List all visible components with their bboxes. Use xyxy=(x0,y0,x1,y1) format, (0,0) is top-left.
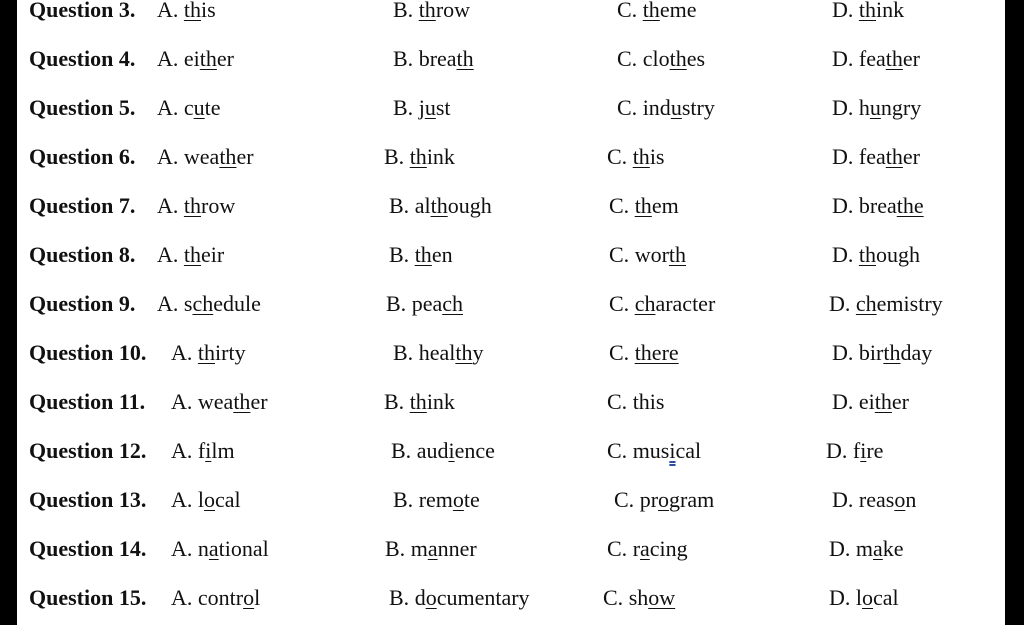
underlined-sound: u xyxy=(424,95,436,120)
word-suffix: ke xyxy=(882,536,904,561)
option-b xyxy=(386,289,463,319)
option-letter: A. xyxy=(157,291,184,316)
option-letter: A. xyxy=(157,0,184,22)
word-suffix: ence xyxy=(454,438,495,463)
option-c xyxy=(614,485,714,515)
question-row xyxy=(17,289,1005,338)
question-row xyxy=(17,44,1005,93)
option-d xyxy=(832,93,921,123)
word-suffix: eir xyxy=(201,242,225,267)
option-letter: B. xyxy=(393,0,419,22)
word-prefix: h xyxy=(858,95,870,120)
option-b xyxy=(389,191,492,221)
option-c xyxy=(609,338,679,368)
word-suffix: em xyxy=(651,193,679,218)
worksheet-page xyxy=(17,0,1005,625)
option-letter: D. xyxy=(832,95,859,120)
option-letter: B. xyxy=(385,536,411,561)
option-c xyxy=(617,44,705,74)
word-prefix: d xyxy=(414,585,426,610)
option-letter: D. xyxy=(829,536,856,561)
word-suffix: eme xyxy=(659,0,697,22)
word-prefix: bir xyxy=(858,340,884,365)
option-d xyxy=(832,240,920,270)
underlined-sound: th xyxy=(183,242,202,267)
underlined-sound: i xyxy=(448,438,455,463)
option-letter: B. xyxy=(384,389,410,414)
option-c xyxy=(617,0,696,25)
option-letter: A. xyxy=(157,144,184,169)
option-letter: A. xyxy=(157,242,184,267)
underlined-sound: th xyxy=(183,0,202,22)
option-letter: B. xyxy=(393,487,419,512)
word-prefix: n xyxy=(197,536,209,561)
underlined-sound: ch xyxy=(442,291,463,316)
underlined-sound: th xyxy=(634,193,652,218)
word-suffix: er xyxy=(216,46,234,71)
word-prefix: ei xyxy=(183,46,200,71)
word-prefix: pr xyxy=(639,487,659,512)
word-prefix: this xyxy=(632,389,665,414)
underlined-sound: th xyxy=(632,144,650,169)
underlined-sound: th xyxy=(885,144,903,169)
option-letter: A. xyxy=(157,95,184,120)
option-d xyxy=(829,583,899,613)
underlined-sound: o xyxy=(204,487,216,512)
option-letter: A. xyxy=(171,438,198,463)
word-prefix: fea xyxy=(858,46,886,71)
word-prefix: l xyxy=(855,585,863,610)
option-letter: D. xyxy=(826,438,853,463)
option-b xyxy=(393,0,470,25)
question-row xyxy=(17,142,1005,191)
option-b xyxy=(389,240,453,270)
option-letter: B. xyxy=(386,291,412,316)
word-suffix: is xyxy=(201,0,216,22)
option-d xyxy=(829,289,943,319)
option-b xyxy=(385,534,477,564)
option-b xyxy=(393,485,480,515)
underlined-sound: a xyxy=(873,536,883,561)
option-letter: C. xyxy=(609,340,635,365)
option-a xyxy=(157,44,234,74)
question-row xyxy=(17,338,1005,387)
option-letter: C. xyxy=(607,536,633,561)
option-d xyxy=(832,387,909,417)
word-suffix: nner xyxy=(437,536,477,561)
question-label: Question 5. xyxy=(29,95,136,120)
option-letter: B. xyxy=(393,46,419,71)
question-row xyxy=(17,436,1005,485)
option-d xyxy=(832,0,904,25)
underlined-sound: th xyxy=(409,144,427,169)
option-letter: C. xyxy=(603,585,629,610)
word-prefix: m xyxy=(855,536,874,561)
question-label: Question 14. xyxy=(29,536,147,561)
option-d xyxy=(832,44,920,74)
word-suffix: cal xyxy=(873,585,899,610)
option-c xyxy=(607,534,688,564)
word-prefix: wea xyxy=(183,144,220,169)
underlined-sound: th xyxy=(183,193,202,218)
question-label: Question 15. xyxy=(29,585,147,610)
option-letter: C. xyxy=(614,487,640,512)
underlined-sound: o xyxy=(862,585,874,610)
word-prefix: brea xyxy=(418,46,457,71)
word-prefix: aud xyxy=(416,438,449,463)
option-a xyxy=(157,142,254,172)
option-d xyxy=(829,534,904,564)
underlined-sound: o xyxy=(425,585,437,610)
question-label: Question 3. xyxy=(29,0,136,22)
question-row xyxy=(17,93,1005,142)
option-d xyxy=(832,485,916,515)
word-prefix: heal xyxy=(418,340,456,365)
word-prefix: pea xyxy=(411,291,443,316)
underlined-sound: u xyxy=(670,95,682,120)
option-letter: C. xyxy=(609,193,635,218)
option-a xyxy=(157,0,216,25)
underlined-sound: u xyxy=(193,95,205,120)
word-prefix: fea xyxy=(858,144,886,169)
word-suffix: st xyxy=(435,95,451,120)
word-suffix: row xyxy=(435,0,471,22)
option-letter: B. xyxy=(384,144,410,169)
underlined-sound: ow xyxy=(648,585,676,610)
word-suffix: lm xyxy=(211,438,235,463)
word-suffix: stry xyxy=(681,95,715,120)
option-b xyxy=(384,142,455,172)
option-a xyxy=(171,338,246,368)
option-letter: C. xyxy=(607,389,633,414)
word-prefix: m xyxy=(410,536,428,561)
question-label: Question 7. xyxy=(29,193,136,218)
option-letter: C. xyxy=(609,242,635,267)
word-suffix: te xyxy=(204,95,221,120)
option-letter: A. xyxy=(157,46,184,71)
option-letter: D. xyxy=(832,487,859,512)
option-a xyxy=(171,485,241,515)
underlined-sound: th xyxy=(430,193,448,218)
underlined-sound: o xyxy=(658,487,670,512)
option-b xyxy=(391,436,495,466)
option-c xyxy=(607,387,664,417)
option-letter: D. xyxy=(832,242,859,267)
word-suffix: row xyxy=(201,193,236,218)
option-letter: C. xyxy=(607,438,633,463)
underlined-sound: th xyxy=(233,389,251,414)
underlined-sound: th xyxy=(418,0,436,22)
option-letter: D. xyxy=(829,585,856,610)
option-c xyxy=(609,240,686,270)
word-suffix: ough xyxy=(876,242,921,267)
word-suffix: is xyxy=(649,144,665,169)
option-letter: A. xyxy=(171,340,198,365)
word-prefix: j xyxy=(418,95,425,120)
option-d xyxy=(826,436,883,466)
underlined-sound: i xyxy=(205,438,212,463)
option-c xyxy=(607,436,701,466)
option-letter: A. xyxy=(171,536,198,561)
word-prefix: ei xyxy=(858,389,875,414)
question-row xyxy=(17,485,1005,534)
word-suffix: cal xyxy=(215,487,241,512)
word-prefix: mus xyxy=(632,438,670,463)
option-letter: C. xyxy=(617,0,643,22)
word-prefix: f xyxy=(197,438,206,463)
question-row xyxy=(17,583,1005,625)
option-letter: B. xyxy=(393,340,419,365)
option-letter: B. xyxy=(389,585,415,610)
word-suffix: emistry xyxy=(876,291,943,316)
option-a xyxy=(171,436,235,466)
word-suffix: er xyxy=(236,144,254,169)
underlined-sound: th xyxy=(642,0,660,22)
underlined-sound: i xyxy=(669,438,676,463)
question-label: Question 8. xyxy=(29,242,136,267)
word-prefix: ind xyxy=(642,95,671,120)
word-suffix: te xyxy=(463,487,480,512)
option-letter: D. xyxy=(832,389,859,414)
underlined-sound: ch xyxy=(634,291,656,316)
option-letter: D. xyxy=(832,46,859,71)
word-prefix: contr xyxy=(197,585,244,610)
word-suffix: cal xyxy=(675,438,702,463)
underlined-sound: th xyxy=(456,46,474,71)
word-prefix: f xyxy=(852,438,861,463)
word-suffix: er xyxy=(891,389,909,414)
word-suffix: es xyxy=(686,46,706,71)
underlined-sound: th xyxy=(199,46,217,71)
word-suffix: en xyxy=(431,242,453,267)
option-a xyxy=(171,534,269,564)
underlined-sound: o xyxy=(452,487,464,512)
word-suffix: gram xyxy=(669,487,715,512)
underlined-sound: there xyxy=(634,340,679,365)
option-letter: B. xyxy=(393,95,419,120)
question-label: Question 10. xyxy=(29,340,147,365)
word-suffix: tional xyxy=(218,536,269,561)
option-letter: C. xyxy=(609,291,635,316)
underlined-sound: o xyxy=(894,487,906,512)
word-suffix: cumentary xyxy=(436,585,530,610)
question-label: Question 13. xyxy=(29,487,147,512)
option-letter: C. xyxy=(607,144,633,169)
option-letter: C. xyxy=(617,46,643,71)
option-b xyxy=(393,338,483,368)
question-label: Question 11. xyxy=(29,389,146,414)
underlined-sound: th xyxy=(874,389,892,414)
option-b xyxy=(384,387,455,417)
word-suffix: er xyxy=(250,389,268,414)
option-a xyxy=(157,240,224,270)
word-suffix: y xyxy=(472,340,484,365)
question-label: Question 6. xyxy=(29,144,136,169)
word-suffix: re xyxy=(866,438,884,463)
word-prefix: l xyxy=(197,487,205,512)
question-row xyxy=(17,191,1005,240)
underlined-sound: a xyxy=(427,536,438,561)
question-row xyxy=(17,240,1005,289)
option-letter: C. xyxy=(617,95,643,120)
word-suffix: n xyxy=(905,487,917,512)
underlined-sound: i xyxy=(860,438,867,463)
option-d xyxy=(832,338,932,368)
underlined-sound: th xyxy=(668,242,687,267)
word-suffix: day xyxy=(900,340,933,365)
option-letter: B. xyxy=(389,242,415,267)
word-suffix: er xyxy=(902,144,920,169)
question-row xyxy=(17,534,1005,583)
word-prefix: rem xyxy=(418,487,453,512)
underlined-sound: a xyxy=(208,536,219,561)
word-suffix: ink xyxy=(426,389,455,414)
underlined-sound: th xyxy=(885,46,903,71)
option-c xyxy=(617,93,715,123)
underlined-sound: th xyxy=(219,144,237,169)
option-letter: D. xyxy=(832,193,859,218)
word-suffix: cing xyxy=(649,536,688,561)
word-prefix: clo xyxy=(642,46,670,71)
word-suffix: irty xyxy=(215,340,246,365)
underlined-sound: th xyxy=(858,0,877,22)
underlined-sound: u xyxy=(869,95,881,120)
option-letter: A. xyxy=(157,193,184,218)
underlined-sound: th xyxy=(414,242,432,267)
option-d xyxy=(832,142,920,172)
option-letter: D. xyxy=(832,340,859,365)
word-prefix: c xyxy=(183,95,194,120)
underlined-sound: th xyxy=(197,340,216,365)
option-a xyxy=(157,93,221,123)
question-label: Question 12. xyxy=(29,438,147,463)
word-prefix: wor xyxy=(634,242,669,267)
word-prefix: brea xyxy=(858,193,897,218)
word-prefix: reas xyxy=(858,487,895,512)
option-a xyxy=(157,191,235,221)
option-a xyxy=(171,387,268,417)
word-prefix: sh xyxy=(628,585,649,610)
word-prefix: s xyxy=(183,291,193,316)
underlined-sound: ch xyxy=(192,291,214,316)
underlined-sound: ch xyxy=(855,291,877,316)
option-letter: B. xyxy=(391,438,417,463)
underlined-sound: th xyxy=(858,242,877,267)
word-prefix: al xyxy=(414,193,431,218)
word-suffix: ink xyxy=(426,144,455,169)
word-suffix: ngry xyxy=(880,95,922,120)
option-letter: B. xyxy=(389,193,415,218)
option-a xyxy=(171,583,260,613)
underlined-sound: the xyxy=(896,193,924,218)
underlined-sound: th xyxy=(883,340,901,365)
option-a xyxy=(157,289,261,319)
option-letter: A. xyxy=(171,389,198,414)
underlined-sound: th xyxy=(669,46,687,71)
option-b xyxy=(393,44,474,74)
word-prefix: r xyxy=(632,536,641,561)
word-suffix: aracter xyxy=(655,291,716,316)
question-label: Question 9. xyxy=(29,291,136,316)
option-c xyxy=(609,191,679,221)
word-suffix: edule xyxy=(213,291,261,316)
question-row xyxy=(17,0,1005,44)
option-c xyxy=(603,583,675,613)
option-letter: D. xyxy=(832,0,859,22)
underlined-sound: th xyxy=(409,389,427,414)
option-d xyxy=(832,191,924,221)
word-prefix: wea xyxy=(197,389,234,414)
underlined-sound: a xyxy=(640,536,650,561)
underlined-sound: o xyxy=(243,585,255,610)
option-letter: D. xyxy=(832,144,859,169)
word-suffix: l xyxy=(254,585,261,610)
option-letter: A. xyxy=(171,487,198,512)
option-c xyxy=(609,289,715,319)
question-row xyxy=(17,387,1005,436)
option-b xyxy=(393,93,451,123)
option-b xyxy=(389,583,530,613)
question-label: Question 4. xyxy=(29,46,136,71)
option-letter: D. xyxy=(829,291,856,316)
underlined-sound: th xyxy=(455,340,473,365)
word-suffix: er xyxy=(902,46,920,71)
word-suffix: ink xyxy=(876,0,905,22)
option-c xyxy=(607,142,665,172)
option-letter: A. xyxy=(171,585,198,610)
word-suffix: ough xyxy=(447,193,492,218)
